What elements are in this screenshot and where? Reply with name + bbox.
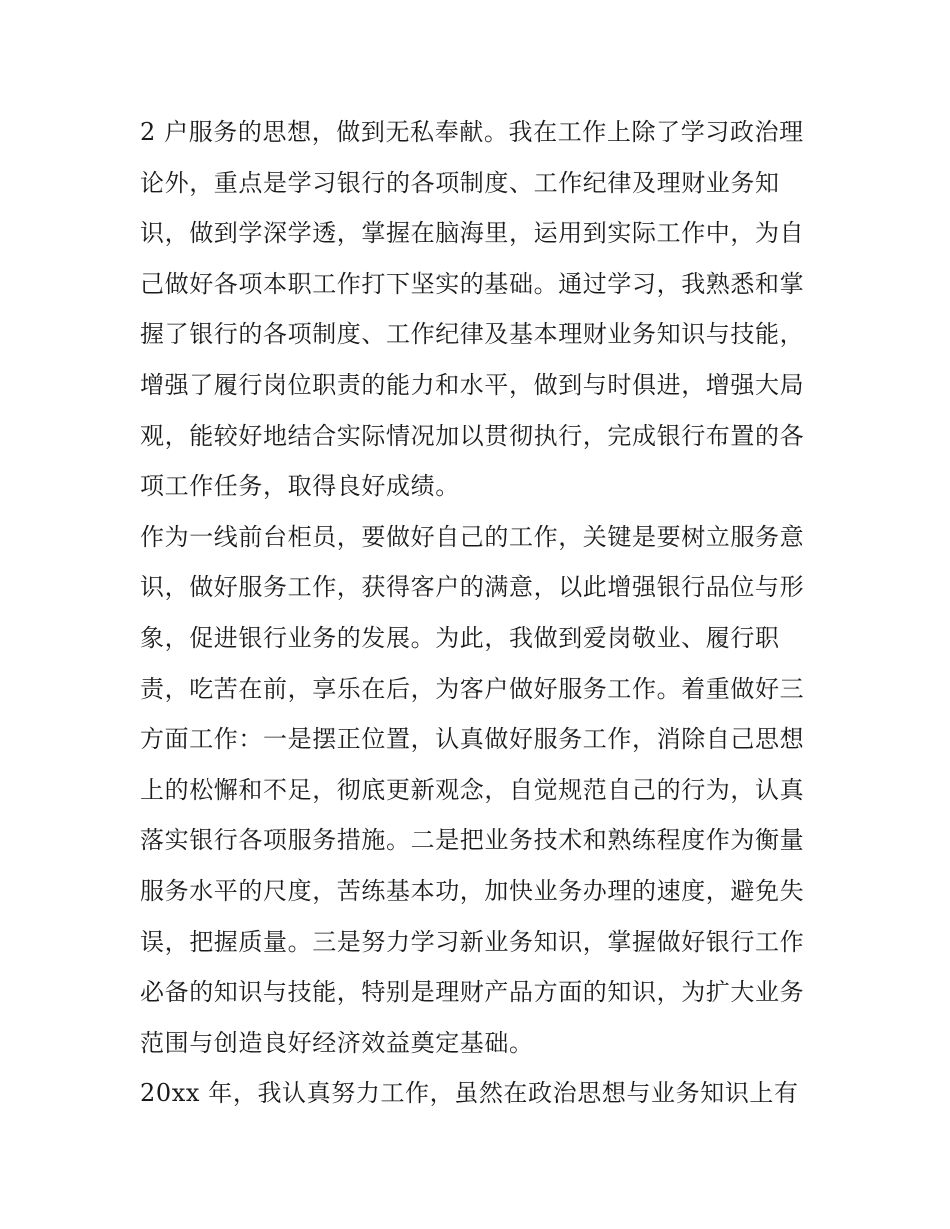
text-line: 作为一线前台柜员，要做好自己的工作，关键是要树立服务意 (140, 522, 805, 551)
text-line: 上的松懈和不足，彻底更新观念，自觉规范自己的行为，认真 (140, 775, 805, 804)
text-line: 象，促进银行业务的发展。为此，我做到爱岗敬业、履行职 (140, 623, 780, 652)
text-line: 误，把握质量。三是努力学习新业务知识，掌握做好银行工作 (140, 927, 805, 956)
text-line: 论外，重点是学习银行的各项制度、工作纪律及理财业务知 (140, 168, 780, 197)
text-line: 责，吃苦在前，享乐在后，为客户做好服务工作。着重做好三 (140, 674, 805, 703)
text-line: 识，做好服务工作，获得客户的满意，以此增强银行品位与形 (140, 573, 805, 602)
text-line: 握了银行的各项制度、工作纪律及基本理财业务知识与技能， (140, 320, 805, 349)
text-line: 2 户服务的思想，做到无私奉献。我在工作上除了学习政治理 (140, 118, 804, 146)
text-line: 20xx 年，我认真努力工作，虽然在政治思想与业务知识上有 (140, 1079, 799, 1108)
text-line: 方面工作：一是摆正位置，认真做好服务工作，消除自己思想 (140, 725, 805, 754)
text-line: 项工作任务，取得良好成绩。 (140, 472, 460, 501)
document-body (140, 107, 820, 1119)
text-line: 己做好各项本职工作打下坚实的基础。通过学习，我熟悉和掌 (140, 269, 805, 298)
text-line: 服务水平的尺度，苦练基本功，加快业务办理的速度，避免失 (140, 876, 805, 905)
text-line: 范围与创造良好经济效益奠定基础。 (140, 1028, 534, 1057)
text-line: 观，能较好地结合实际情况加以贯彻执行，完成银行布置的各 (140, 421, 805, 450)
text-line: 落实银行各项服务措施。二是把业务技术和熟练程度作为衡量 (140, 826, 805, 855)
text-line: 必备的知识与技能，特别是理财产品方面的知识，为扩大业务 (140, 978, 805, 1007)
text-line: 识，做到学深学透，掌握在脑海里，运用到实际工作中，为自 (140, 219, 805, 248)
text-line: 增强了履行岗位职责的能力和水平，做到与时俱进，增强大局 (140, 370, 805, 399)
